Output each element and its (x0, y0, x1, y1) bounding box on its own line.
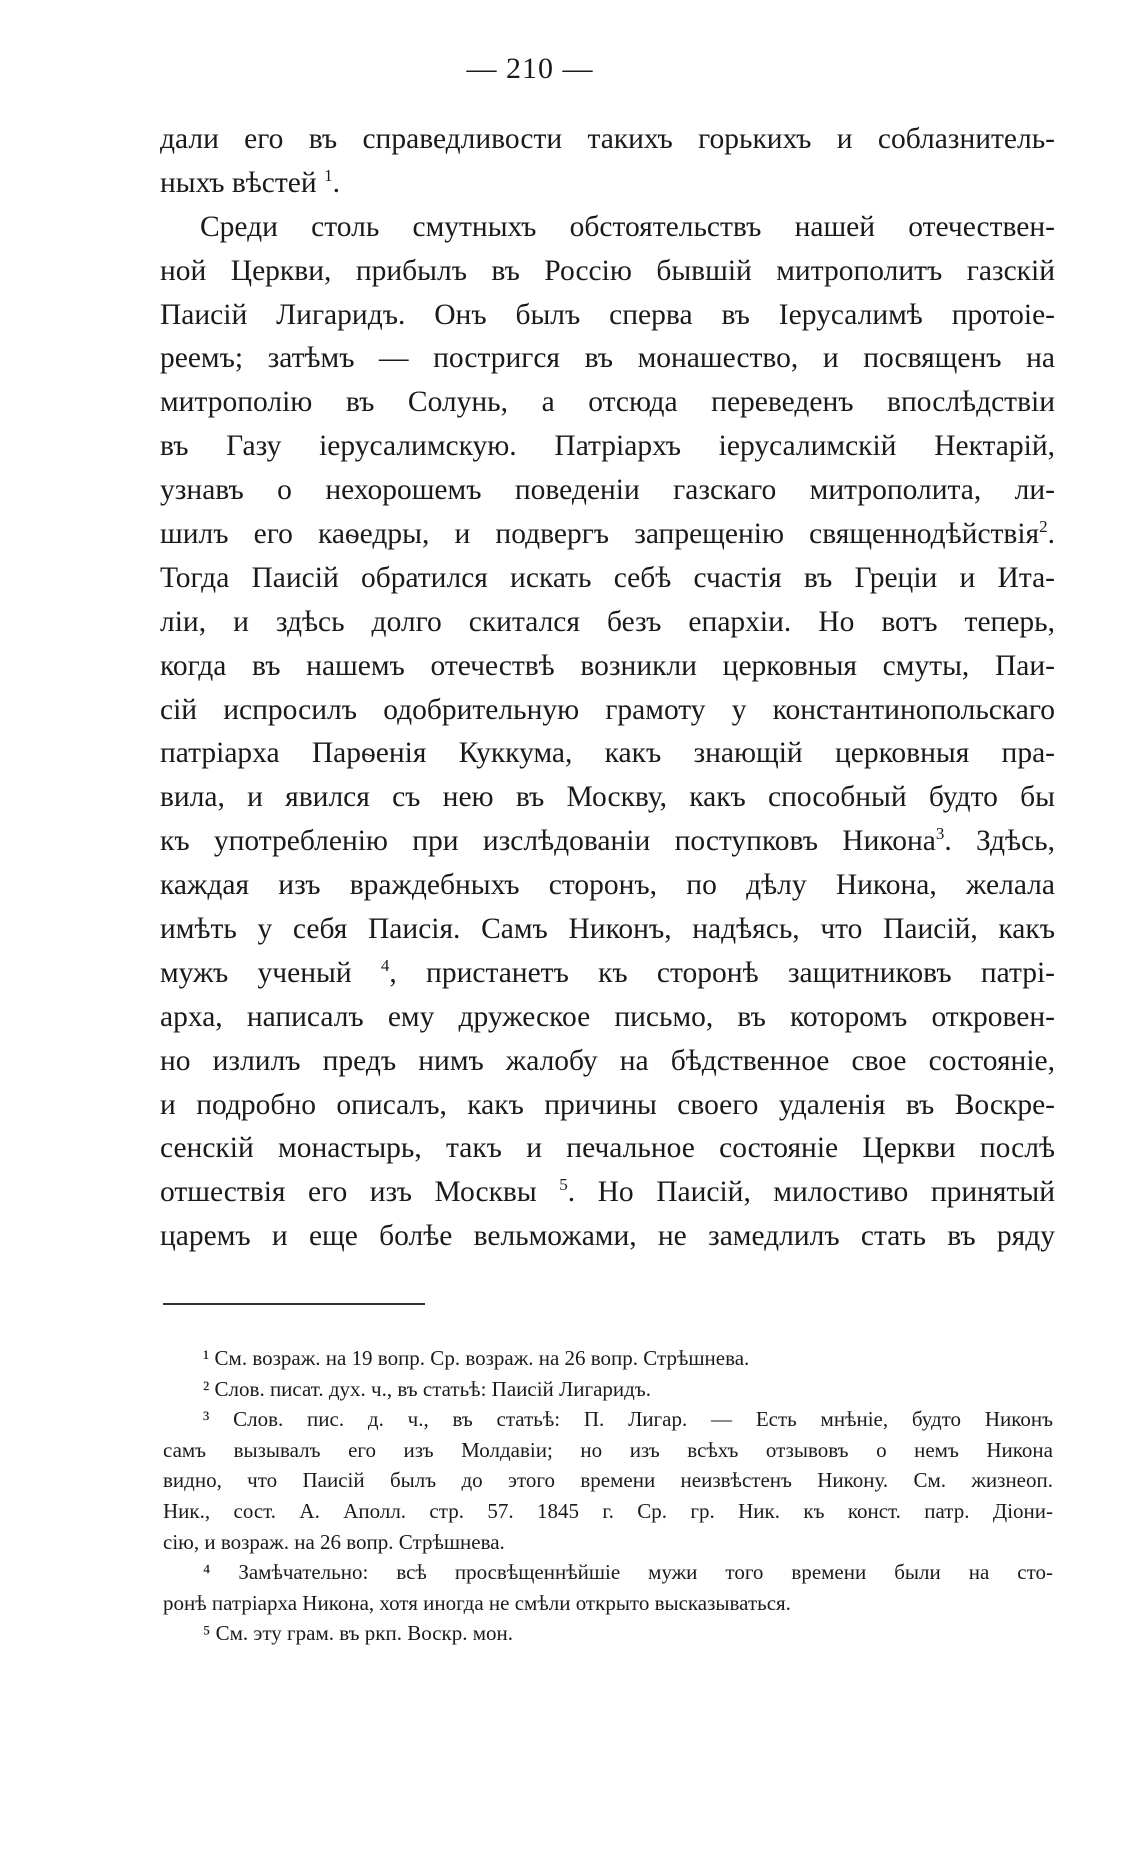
footnote-3: ³ Слов. пис. д. ч., въ статьѣ: П. Лигар. — Есть мнѣніе, будто Никонъ (203, 1407, 1053, 1432)
page-number: — 210 — (466, 52, 594, 85)
text-line: ной Церкви, прибылъ въ Россію бывшій митрополитъ газскій (160, 254, 1055, 287)
text-line: арха, написалъ ему дружеское письмо, въ которомъ откровен- (160, 1000, 1055, 1033)
text-line: имѣть у себя Паисія. Самъ Никонъ, надѣясь, что Паисій, какъ (160, 913, 1055, 946)
footnote-3-line: самъ вызывалъ его изъ Молдавіи; но изъ всѣхъ отзывовъ о немъ Никона (163, 1437, 1053, 1462)
footnote-4-line: ронѣ патріарха Никона, хотя иногда не смѣли открыто высказываться. (163, 1590, 791, 1615)
text-line: узнавъ о нехорошемъ поведеніи газскаго митрополита, ли- (160, 474, 1055, 507)
text-line: митрополію въ Солунь, а отсюда переведенъ впослѣдствіи (160, 386, 1055, 419)
footnote-ref[interactable]: 3 (935, 824, 945, 844)
main-text (160, 118, 1055, 1259)
footnote-4: ⁴ Замѣчательно: всѣ просвѣщеннѣйшіе мужи того времени были на сто- (203, 1560, 1053, 1585)
text-line: Тогда Паисій обратился искать себѣ счастія въ Греціи и Ита- (160, 561, 1055, 594)
footnote-3-line: Ник., сост. А. Аполл. стр. 57. 1845 г. Ср. гр. Ник. къ конст. патр. Діони- (163, 1498, 1053, 1523)
text-line: дали его въ справедливости такихъ горькихъ и соблазнитель- (160, 123, 1055, 155)
text-line: сенскій монастырь, такъ и печальное состояніе Церкви послѣ (160, 1132, 1055, 1165)
text-line: реемъ; затѣмъ — постригся въ монашество, и посвященъ на (160, 342, 1055, 375)
text-line: къ употребленію при изслѣдованіи поступковъ Никона$^3$. Здѣсь, (160, 824, 1055, 858)
footnote-ref[interactable]: 1 (324, 166, 333, 186)
text-line: Среди столь смутныхъ обстоятельствъ нашей отечествен- (200, 210, 1055, 243)
text-line: вила, и явился съ нею въ Москву, какъ способный будто бы (160, 781, 1055, 814)
text-line: Паисій Лигаридъ. Онъ былъ сперва въ Іерусалимѣ протоіе- (160, 298, 1055, 331)
footnote-2: ² Слов. писат. дух. ч., въ статьѣ: Паисій Лигаридъ. (203, 1376, 651, 1401)
footnotes (163, 1343, 1053, 1649)
text-line: но излилъ предъ нимъ жалобу на бѣдственное свое состояніе, (160, 1044, 1055, 1077)
text-line: сій испросилъ одобрительную грамоту у константинопольскаго (160, 693, 1055, 726)
text-line: патріарха Парѳенія Куккума, какъ знающій церковныя пра- (160, 737, 1055, 770)
text-line: мужъ ученый $^4$, пристанетъ къ сторонѣ защитниковъ патрі- (160, 956, 1055, 989)
footnote-3-line: видно, что Паисій былъ до этого времени неизвѣстенъ Никону. См. жизнеоп. (163, 1468, 1053, 1493)
text-line: и подробно описалъ, какъ причины своего удаленія въ Воскре- (160, 1088, 1055, 1121)
footnote-ref[interactable]: 2 (1039, 517, 1048, 537)
text-line: шилъ его каѳедры, и подвергъ запрещенію священнодѣйствія$^2$. (160, 517, 1055, 551)
footnote-ref[interactable]: 4 (380, 956, 390, 976)
text-line: когда въ нашемъ отечествѣ возникли церковныя смуты, Паи- (160, 649, 1055, 682)
footnote-ref[interactable]: 5 (559, 1175, 568, 1195)
footnote-5: ⁵ См. эту грам. въ ркп. Воскр. мон. (203, 1621, 514, 1646)
text-line: отшествія его изъ Москвы $^5$. Но Паисій, милостиво принятый (160, 1175, 1055, 1209)
text-line: въ Газу іерусалимскую. Патріархъ іерусалимскій Нектарій, (160, 430, 1055, 463)
text-line: ныхъ вѣстей $^1$. (160, 166, 340, 199)
text-line: ліи, и здѣсь долго скитался безъ епархіи. Но вотъ теперь, (160, 605, 1055, 638)
text-line: каждая изъ враждебныхъ сторонъ, по дѣлу Никона, желала (160, 869, 1055, 902)
footnote-3-line: сію, и возраж. на 26 вопр. Стрѣшнева. (163, 1529, 505, 1554)
footnote-divider (163, 1303, 425, 1305)
text-line: царемъ и еще болѣе вельможами, не замедлилъ стать въ ряду (160, 1220, 1055, 1253)
footnote-1: ¹ См. возраж. на 19 вопр. Ср. возраж. на 26 вопр. Стрѣшнева. (203, 1346, 750, 1370)
